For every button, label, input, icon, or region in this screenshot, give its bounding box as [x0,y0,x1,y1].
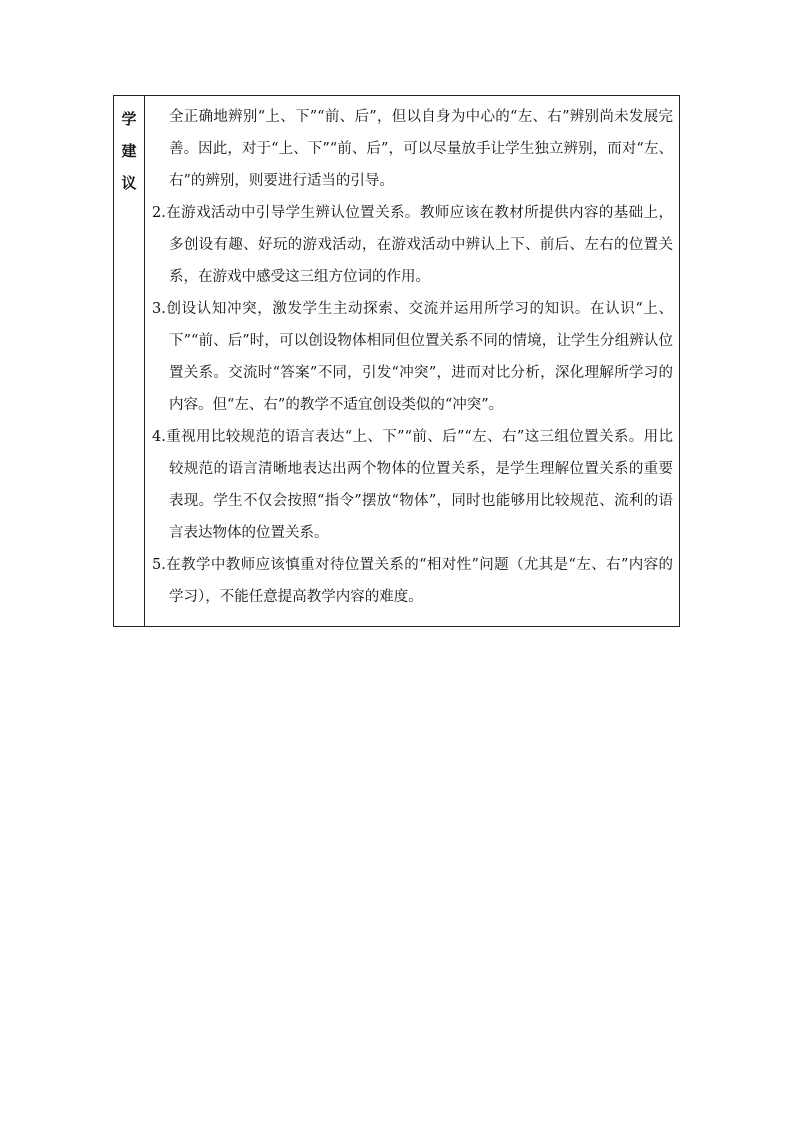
row-label-char: 学 [121,110,137,128]
suggestion-item-4: 4.重视用比较规范的语言表达“上、下”“前、后”“左、右”这三组位置关系。用比较规范的语言清晰地表达出两个物体的位置关系，是学生理解位置关系的重要表现。学生不仅会按照“指令”摆放“物体”，同时也能够用比较规范、流利的语言表达物体的位置关系。 [152,429,673,541]
suggestion-item-3: 3.创设认知冲突，激发学生主动探索、交流并运用所学习的知识。在认识“上、下”“前、后”时，可以创设物体相同但位置关系不同的情境，让学生分组辨认位置关系。交流时“答案”不同，引发“冲突”，进而对比分析，深化理解所学习的内容。但“左、右”的教学不适宜创设类似的“冲突”。 [152,301,673,413]
suggestion-table [113,95,680,627]
row-label-char: 建 [121,142,137,160]
paragraph-continued: 全正确地辨别“上、下”“前、后”，但以自身为中心的“左、右”辨别尚未发展完善。因此，对于“上、下”“前、后”，可以尽量放手让学生独立辨别，而对“左、右”的辨别，则要进行适当的引导。 [169,109,673,189]
row-label-cell [114,96,145,626]
suggestion-item-5: 5.在教学中教师应该慎重对待位置关系的“相对性”问题（尤其是“左、右”内容的学习），不能任意提高教学内容的难度。 [152,557,673,605]
suggestion-content-cell [145,96,679,626]
suggestion-item-2: 2.在游戏活动中引导学生辨认位置关系。教师应该在教材所提供内容的基础上，多创设有趣、好玩的游戏活动，在游戏活动中辨认上下、前后、左右的位置关系，在游戏中感受这三组方位词的作用。 [152,205,673,285]
row-label-char: 议 [121,174,137,192]
